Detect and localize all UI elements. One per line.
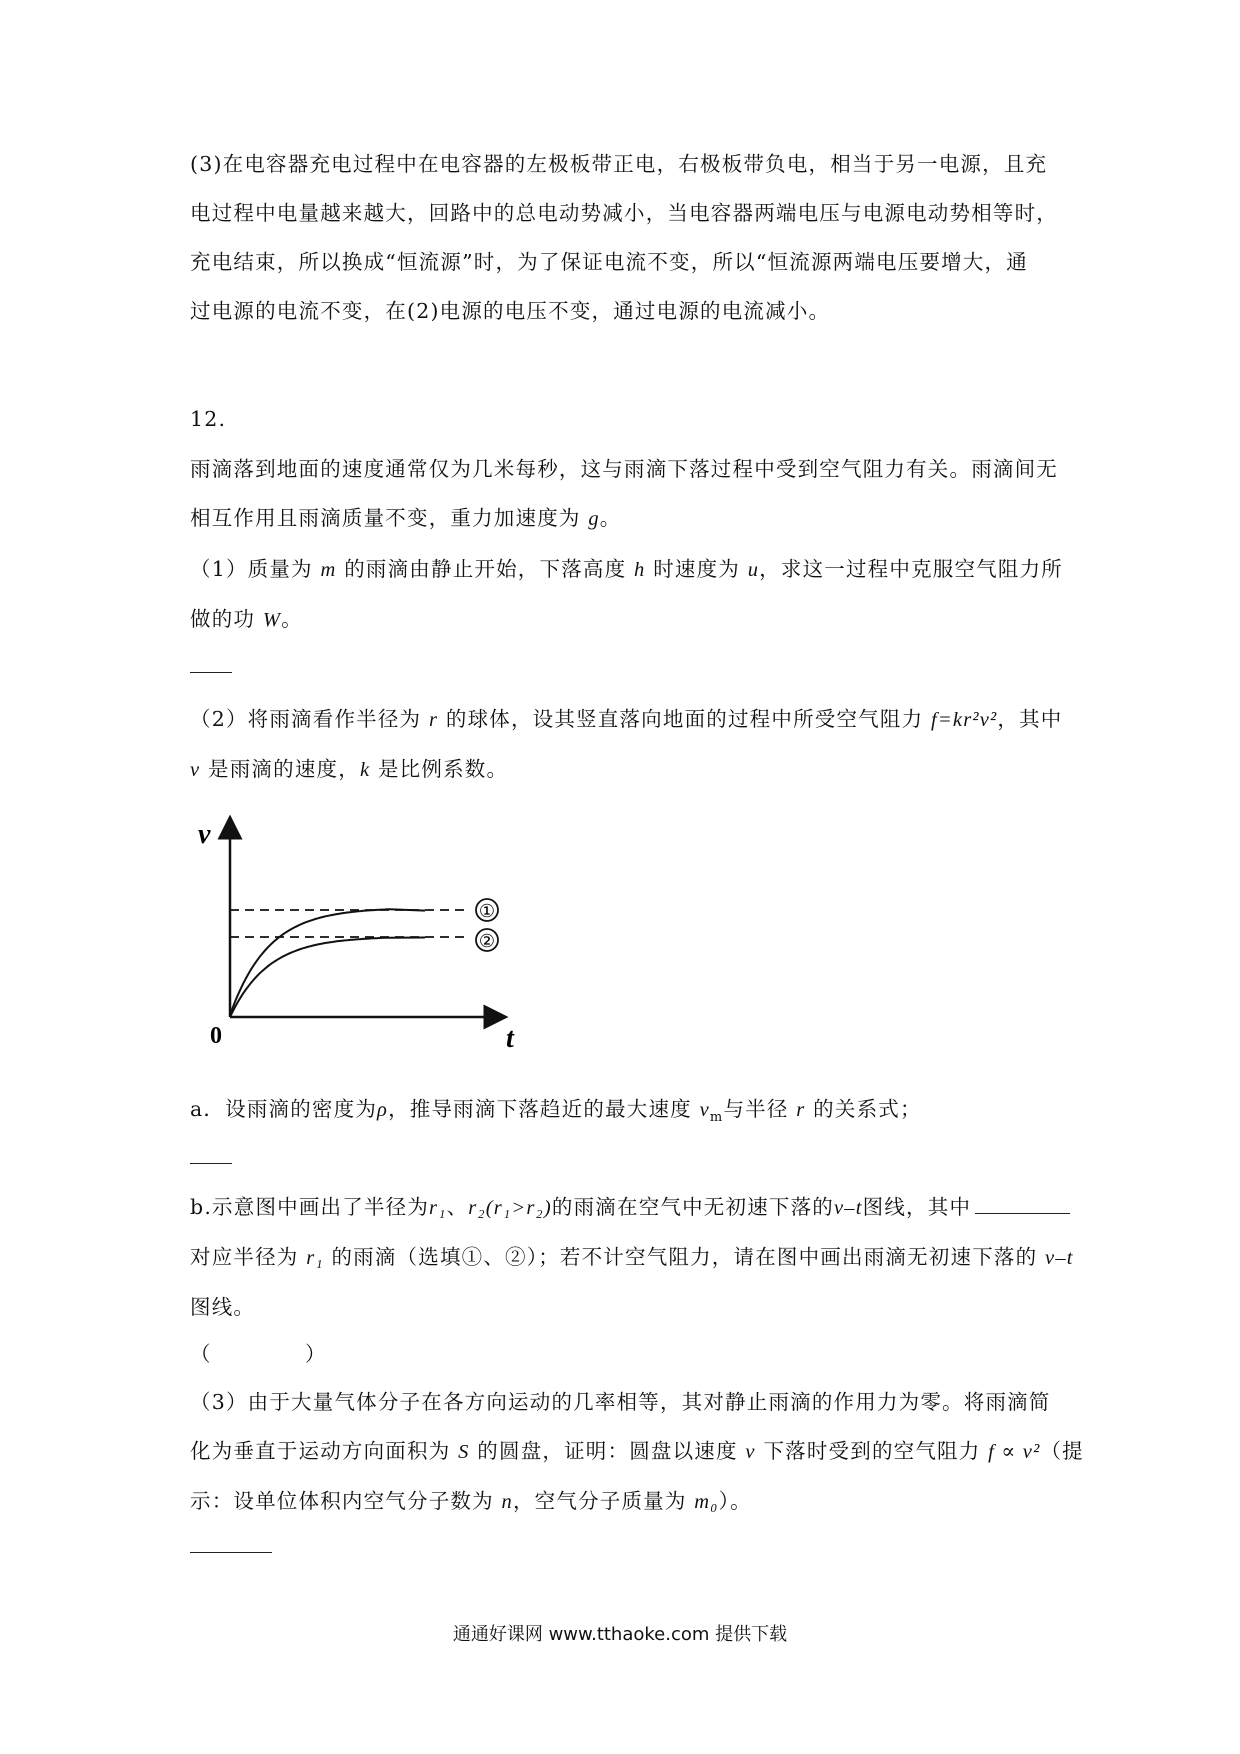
- text-segment: 做的功: [190, 607, 263, 631]
- answer-parentheses[interactable]: [190, 1337, 326, 1367]
- answer-blank-a[interactable]: [190, 1163, 232, 1164]
- text-segment: ，空气分子质量为: [512, 1489, 695, 1513]
- symbol-k: k: [359, 759, 371, 781]
- text-segment: b.示意图中画出了半径为: [190, 1195, 430, 1219]
- symbol-vt: v–t: [1045, 1247, 1074, 1269]
- part-b: [190, 1183, 1074, 1332]
- text-segment: 的雨滴（选填①、②）；若不计空气阻力，请在图中画出雨滴无初速下落的: [323, 1245, 1046, 1269]
- text-segment: （1）质量为: [190, 557, 321, 581]
- text-segment: 时速度为: [645, 557, 748, 581]
- symbol-r2: r₂: [468, 1197, 486, 1219]
- part-2: [190, 695, 1063, 795]
- text-segment: 相互作用且雨滴质量不变，重力加速度为: [190, 506, 589, 530]
- symbol-r: r: [796, 1099, 806, 1121]
- text-segment: 的球体，设其竖直落向地面的过程中所受空气阻力: [438, 707, 931, 731]
- text-line: [190, 494, 1060, 544]
- text-segment: 化为垂直于运动方向面积为: [190, 1439, 459, 1463]
- vt-graph: [190, 815, 550, 1055]
- symbol-f: f: [988, 1441, 996, 1463]
- text-segment: ，推导雨滴下落趋近的最大速度: [388, 1097, 700, 1121]
- question-intro: [190, 445, 1060, 544]
- symbol-g: g: [588, 508, 600, 530]
- text-line: [190, 545, 1063, 595]
- symbol-rho: ρ: [377, 1099, 389, 1121]
- text-segment: ）。: [718, 1489, 752, 1513]
- x-axis-label: t: [506, 1023, 514, 1054]
- series-1-label-text: ①: [478, 901, 496, 921]
- series-2-label: [476, 929, 498, 951]
- text-segment: ，其中: [997, 707, 1063, 731]
- part-1: [190, 545, 1063, 645]
- text-segment: 的圆盘，证明：圆盘以速度: [469, 1439, 746, 1463]
- text-segment: 与半径: [723, 1097, 797, 1121]
- subscript-m: m: [709, 1110, 724, 1126]
- symbol-v: v: [699, 1099, 710, 1121]
- text-line: [190, 1233, 1074, 1283]
- series-2-label-text: ②: [478, 931, 496, 951]
- paren-open: （: [190, 1342, 211, 1366]
- text-segment: 的雨滴由静止开始，下落高度: [336, 557, 635, 581]
- text-line: [190, 745, 1060, 795]
- radius-condition: (r₁>r₂): [485, 1197, 552, 1219]
- text-line: [190, 695, 1063, 745]
- proportional-expression: ∝ v²: [995, 1441, 1041, 1463]
- series-1-curve: [230, 909, 425, 1015]
- symbol-m0: m₀: [694, 1491, 719, 1513]
- series-1-label: [476, 899, 498, 921]
- text-segment: （提: [1040, 1439, 1084, 1463]
- text-segment: 是比例系数。: [370, 757, 509, 781]
- text-segment: 的关系式；: [805, 1097, 922, 1121]
- text-segment: ，求这一过程中克服空气阻力所: [759, 557, 1063, 581]
- part-3: [190, 1378, 1084, 1527]
- text-line: [190, 1477, 1060, 1527]
- symbol-r: r: [428, 709, 439, 731]
- text-segment: 、: [446, 1195, 469, 1219]
- answer-blank-3[interactable]: [190, 1552, 272, 1553]
- symbol-S: S: [458, 1441, 470, 1463]
- symbol-n: n: [501, 1491, 513, 1513]
- text-line: (3)在电容器充电过程中在电容器的左极板带正电，右极板带负电，相当于另一电源，且充: [190, 152, 1048, 176]
- text-line: （3）由于大量气体分子在各方向运动的几率相等，其对静止雨滴的作用力为零。将雨滴简: [190, 1390, 1051, 1414]
- symbol-v: v: [745, 1441, 756, 1463]
- text-line: 图线。: [190, 1295, 256, 1319]
- text-segment: 。: [599, 506, 622, 530]
- fill-in-blank[interactable]: [975, 1193, 1070, 1214]
- text-line: 电过程中电量越来越大，回路中的总电动势减小，当电容器两端电压与电源电动势相等时，: [190, 201, 1058, 225]
- text-line: 充电结束，所以换成“恒流源”时，为了保证电流不变，所以“恒流源两端电压要增大，通: [190, 250, 1028, 274]
- symbol-m: m: [320, 559, 337, 581]
- symbol-vt: v–t: [834, 1197, 863, 1219]
- symbol-W: W: [262, 609, 282, 631]
- paren-close: ）: [305, 1342, 326, 1366]
- origin-label: 0: [210, 1023, 222, 1049]
- symbol-u: u: [747, 559, 760, 581]
- text-line: 过电源的电流不变，在(2)电源的电压不变，通过电源的电流减小。: [190, 299, 831, 323]
- symbol-r1: r₁: [429, 1197, 447, 1219]
- text-line: 雨滴落到地面的速度通常仅为几米每秒，这与雨滴下落过程中受到空气阻力有关。雨滴间无: [190, 457, 1058, 481]
- text-segment: （2）将雨滴看作半径为: [190, 707, 429, 731]
- series-2-curve: [230, 938, 425, 1018]
- y-axis-label: v: [198, 819, 211, 850]
- question-number-text: 12.: [190, 407, 227, 431]
- symbol-h: h: [634, 559, 646, 581]
- symbol-v: v: [190, 759, 201, 781]
- text-segment: 示：设单位体积内空气分子数为: [190, 1489, 502, 1513]
- text-segment: 的雨滴在空气中无初速下落的: [551, 1195, 834, 1219]
- part-a: [190, 1085, 1060, 1142]
- symbol-r1: r₁: [306, 1247, 324, 1269]
- text-segment: 图线，其中: [862, 1195, 972, 1219]
- text-line: [190, 595, 1060, 645]
- prev-solution-paragraph: [190, 140, 1060, 336]
- question-number: [190, 395, 1060, 444]
- text-segment: 是雨滴的速度，: [200, 757, 360, 781]
- text-segment: 下落时受到的空气阻力: [755, 1439, 989, 1463]
- text-segment: a．设雨滴的密度为: [190, 1097, 378, 1121]
- text-line: [190, 1183, 1060, 1233]
- text-segment: 对应半径为: [190, 1245, 307, 1269]
- text-segment: 。: [281, 607, 303, 631]
- page-footer: 通通好课网 www.tthaoke.com 提供下载: [452, 1624, 788, 1645]
- text-line: [190, 1427, 1084, 1477]
- text-line: [190, 1085, 1060, 1142]
- drag-formula: f=kr²v²: [931, 709, 998, 731]
- answer-blank-1[interactable]: [190, 672, 232, 673]
